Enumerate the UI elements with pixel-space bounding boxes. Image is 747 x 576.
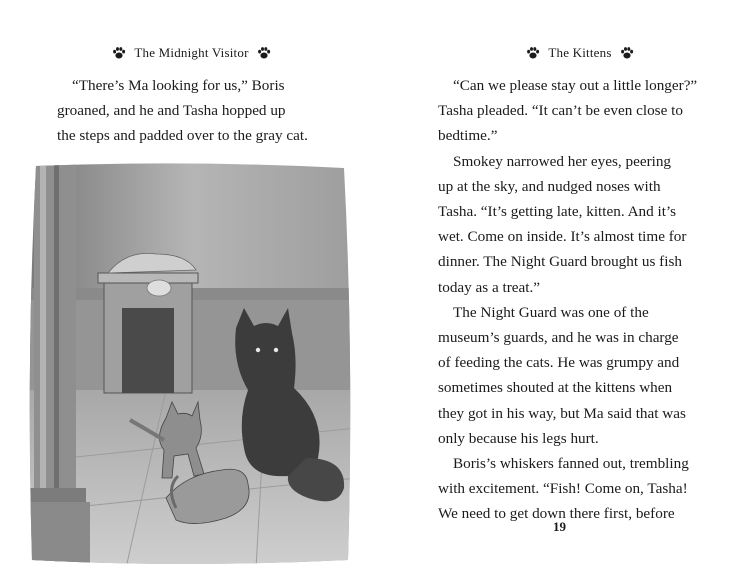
text-line: We need to get down there first, before (438, 505, 675, 523)
text-line: “Can we please stay out a little longer?” (453, 77, 698, 94)
text-line: Smokey narrowed her eyes, peering (453, 152, 672, 170)
right-running-head (433, 45, 727, 61)
text-line: groaned, and he and Tasha hopped up (57, 102, 286, 120)
right-body-text (438, 73, 697, 527)
left-running-head-title: The Midnight Visitor (134, 45, 249, 60)
text-line: the steps and padded over to the gray cat. (57, 127, 308, 145)
paw-print-icon (526, 46, 540, 60)
left-running-head (40, 45, 343, 61)
right-running-head-title: The Kittens (548, 45, 612, 60)
text-line: Tasha. “It’s getting late, kitten. And it’s (438, 203, 677, 221)
text-line: bedtime.” (438, 127, 498, 145)
text-line: up at the sky, and nudged noses with (438, 177, 661, 195)
cats-illustration (26, 158, 356, 568)
left-body-text (57, 73, 308, 149)
text-line: The Night Guard was one of the (453, 303, 649, 321)
text-line: they got in his way, but Ma said that was (438, 404, 686, 422)
text-line: museum’s guards, and he was in charge (438, 329, 679, 347)
paw-print-icon (620, 46, 634, 60)
text-line: today as a treat.” (438, 278, 541, 296)
paw-print-icon (257, 46, 271, 60)
text-line: with excitement. “Fish! Come on, Tasha! (438, 480, 688, 498)
text-line: only because his legs hurt. (438, 429, 599, 447)
page-number: 19 (553, 519, 566, 534)
text-line: Tasha pleaded. “It can’t be even close to (438, 102, 683, 120)
text-line: dinner. The Night Guard brought us fish (438, 253, 682, 271)
text-line: sometimes shouted at the kittens when (438, 379, 673, 397)
paw-print-icon (112, 46, 126, 60)
text-line: of feeding the cats. He was grumpy and (438, 354, 680, 372)
left-page (0, 0, 373, 576)
text-line: wet. Come on inside. It’s almost time for (438, 228, 687, 246)
text-line: “There’s Ma looking for us,” Boris (72, 77, 285, 94)
right-page (373, 0, 747, 576)
text-line: Boris’s whiskers fanned out, trembling (453, 455, 689, 473)
